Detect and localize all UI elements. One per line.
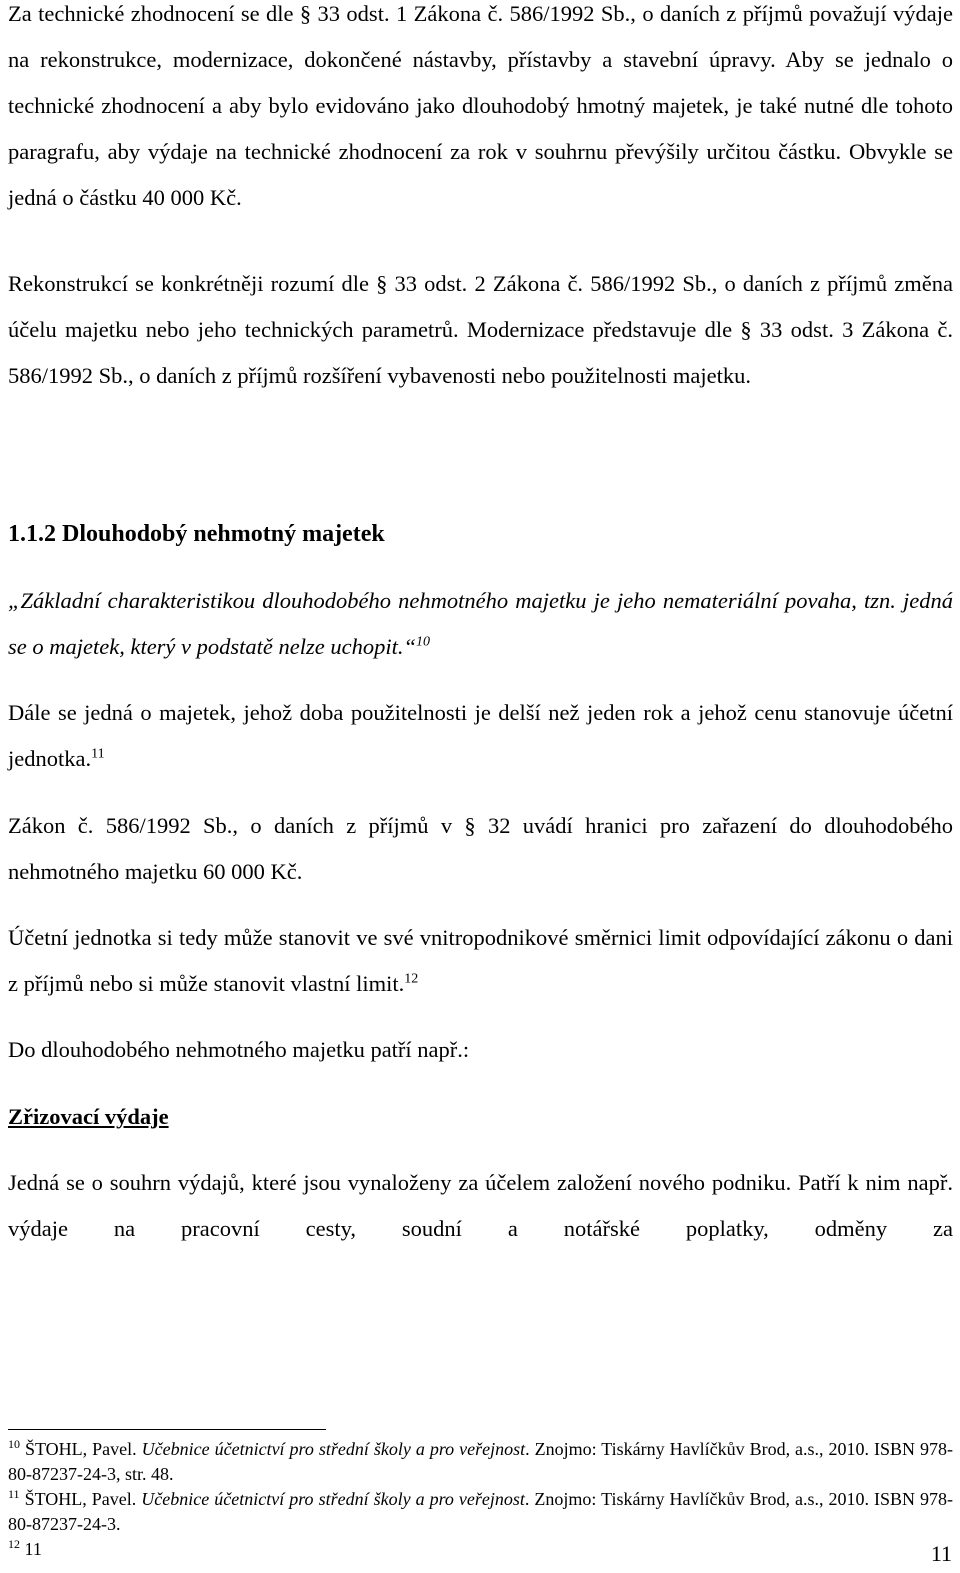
paragraph-reconstruction: Rekonstrukcí se konkrétněji rozumí dle § 33 odst. 2 Zákona č. 586/1992 Sb., o daních z příjmů změna účelu majetku nebo jeho technických parametrů. Modernizace představuje dle § 33 odst. 3 Zákona č. 586/1992 Sb., o daních z příjmů rozšíření vybavenosti nebo použitelnosti majetku. <box>8 271 953 388</box>
paragraph-useful-life <box>8 690 953 782</box>
paragraph-list-intro: Do dlouhodobého nehmotného majetku patří např.: <box>8 1037 470 1062</box>
paragraph-internal-directive <box>8 915 953 1007</box>
paragraph-law-limit: Zákon č. 586/1992 Sb., o daních z příjmů v § 32 uvádí hranici pro zařazení do dlouhodobého nehmotného majetku 60 000 Kč. <box>8 813 953 884</box>
subheading-formation-expenses: Zřizovací výdaje <box>8 1104 169 1129</box>
footnote-number: 11 <box>8 1487 20 1501</box>
footnote-separator <box>8 1429 326 1430</box>
footnote-author: ŠTOHL, Pavel. <box>24 1489 137 1509</box>
paragraph-technical-appreciation: Za technické zhodnocení se dle § 33 odst. 1 Zákona č. 586/1992 Sb., o daních z příjmů považují výdaje na rekonstrukce, modernizace, dokončené nástavby, přístavby a stavební úpravy. Aby se jednalo o technické zhodnocení a aby bylo evidováno jako dlouhodobý hmotný majetek, je také nutné dle tohoto paragrafu, aby výdaje na technické zhodnocení za rok v souhrnu převýšily určitou částku. Obvykle se jedná o částku 40 000 Kč. <box>8 1 953 210</box>
footnote-11 <box>8 1487 953 1537</box>
footnote-rest: 11 <box>24 1539 42 1559</box>
footnote-number: 10 <box>8 1437 20 1451</box>
footnote-rest: . Znojmo: Tiskárny Havlíčkův Brod, a.s., 2010. ISBN 978-80-87237-24-3, str. 48. <box>8 1439 954 1484</box>
footnotes <box>8 1437 953 1562</box>
paragraph-internal-directive-text: Účetní jednotka si tedy může stanovit ve své vnitropodnikové směrnici limit odpovídající zákonu o dani z příjmů nebo si může stanovit vlastní limit. <box>8 925 953 996</box>
page-number: 11 <box>930 1541 952 1566</box>
footnote-ref-12: 12 <box>404 971 419 987</box>
footnote-author: ŠTOHL, Pavel. <box>25 1439 137 1459</box>
footnote-rest: . Znojmo: Tiskárny Havlíčkův Brod, a.s., 2010. ISBN 978-80-87237-24-3. <box>8 1489 954 1534</box>
footnote-number: 12 <box>8 1537 20 1551</box>
quote-text: „Základní charakteristikou dlouhodobého nehmotného majetku je jeho nemateriální povaha, tzn. jedná se o majetek, který v podstatě nelze uchopit.“ <box>8 588 953 659</box>
footnote-ref-11: 11 <box>91 746 105 762</box>
paragraph-formation-expenses: Jedná se o souhrn výdajů, které jsou vynaloženy za účelem založení nového podniku. Patří k nim např. výdaje na pracovní cesty, soudní a notářské poplatky, odměny za <box>8 1170 953 1241</box>
footnote-12 <box>8 1537 953 1562</box>
paragraph-useful-life-text: Dále se jedná o majetek, jehož doba použitelnosti je delší než jeden rok a jehož cenu stanovuje účetní jednotka. <box>8 700 953 771</box>
footnote-title: Učebnice účetnictví pro střední školy a pro veřejnost <box>141 1439 526 1459</box>
quote-paragraph <box>8 578 953 670</box>
footnote-ref-10: 10 <box>416 634 431 650</box>
footnote-10 <box>8 1437 953 1487</box>
footnote-title: Učebnice účetnictví pro střední školy a pro veřejnost <box>141 1489 525 1509</box>
section-heading: 1.1.2 Dlouhodobý nehmotný majetek <box>8 521 385 547</box>
